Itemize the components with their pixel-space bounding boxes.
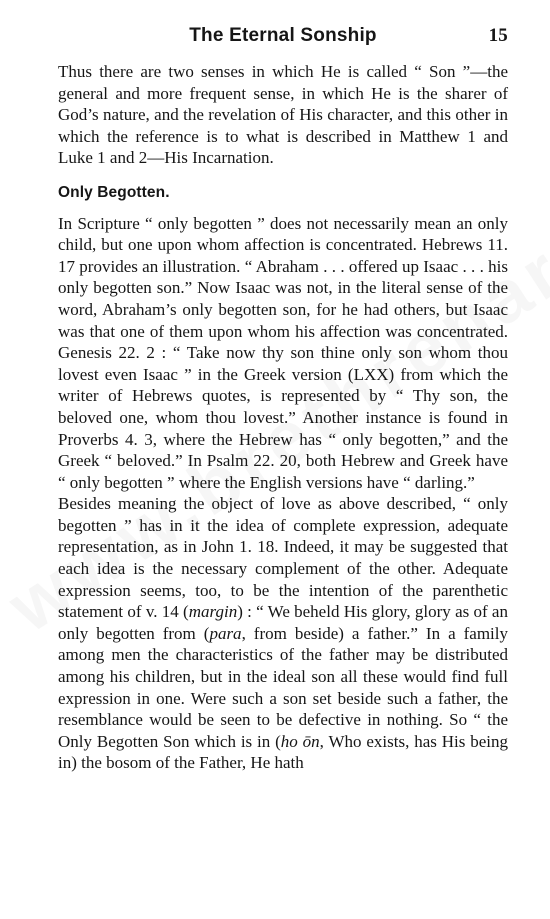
- page-body: [58, 61, 508, 774]
- paragraph-text-segment: Besides meaning the object of love as above described, “ only begotten ” has in it the idea of complete expression, adequate representation, as in John 1. 18. Indeed, it may be suggested that each idea is the necessary complement of the other. Adequate expression seems, too, to be the intention of the parenthetic statement of v. 14 (: [58, 494, 508, 622]
- book-page: [58, 22, 508, 774]
- page-header: [58, 22, 508, 48]
- italic-term-ho-on: ho ōn: [280, 731, 320, 751]
- italic-term-margin: margin: [188, 602, 238, 622]
- paragraph-only-begotten-meaning: In Scripture “ only begotten ” does not necessarily mean an only child, but one upon whom affection is concentrated. Hebrews 11. 17 provides an illustration. “ Abraham . . . offered up Isaac . . . his only begotten son.” Now Isaac was not, in the literal sense of the word, Abraham’s only begotten son, for he had others, but Isaac was that one of them upon whom his affection was concentrated. Genesis 22. 2 : “ Take now thy son thine only son whom thou lovest even Isaac ” in the Greek version (LXX) from which the writer of Hebrews quotes, is represented by “ Thy son, the beloved one, whom thou lovest.” Another instance is found in Proverbs 4. 3, where the Hebrew has “ only begotten,” and the Greek “ beloved.” In Psalm 22. 20, both Hebrew and Greek have “ only begotten ” where the English versions have “ darling.”: [58, 213, 508, 492]
- paragraph-text-segment: , Who exists, has His being in) the bosom of the Father, He hath: [58, 731, 509, 773]
- paragraph-text-segment: ) : “ We beheld His glory, glory as of an only begotten from (: [58, 602, 508, 643]
- paragraph-text-segment: , from beside) a father.” In a family among men the characteristics of the father may be distributed among his children, but in the ideal son all these would find full expression in one. Were such a son set beside such a father, the resemblance would be seen to be defective in nothing. So “ the Only Begotten Son which is in (: [58, 623, 508, 751]
- running-title: The Eternal Sonship: [189, 25, 377, 46]
- paragraph-complete-expression: [58, 493, 508, 774]
- section-heading: Only Begotten.: [58, 183, 170, 201]
- intro-paragraph: Thus there are two senses in which He is called “ Son ”—the general and more frequent sense, in which He is the sharer of God’s nature, and the revelation of His character, and this other in which the reference is to what is described in Matthew 1 and Luke 1 and 2—His Incarnation.: [58, 62, 508, 168]
- page-number: 15: [488, 25, 508, 46]
- italic-term-para: para: [209, 623, 242, 643]
